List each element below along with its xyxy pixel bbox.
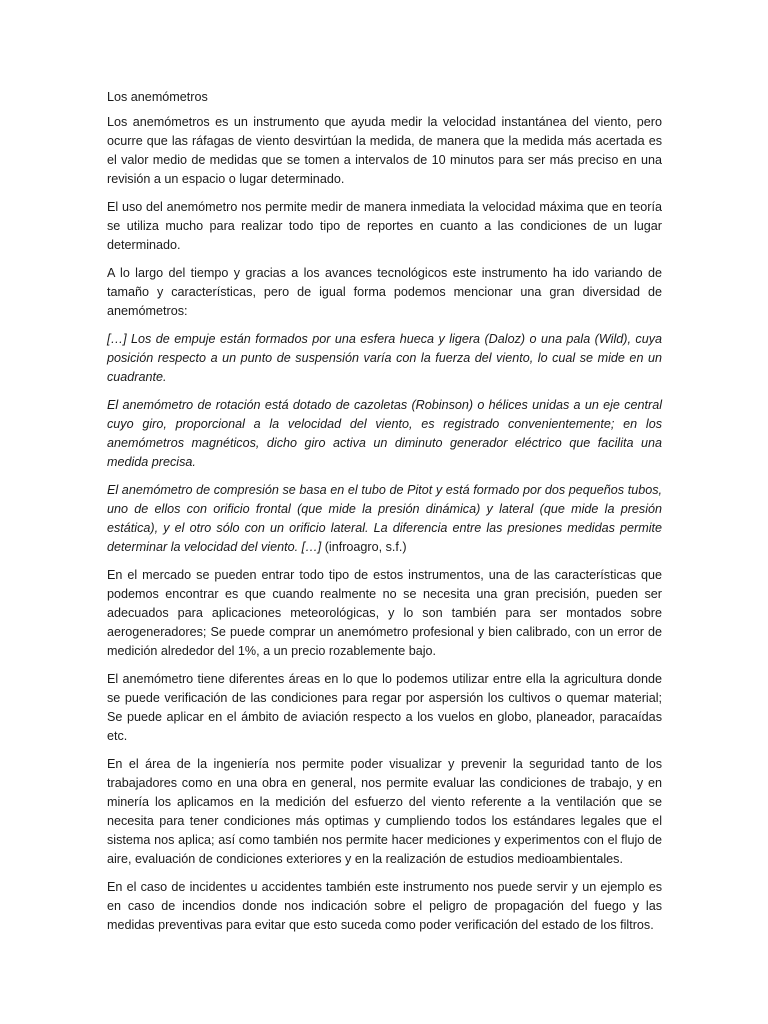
quote-compresion-text: El anemómetro de compresión se basa en el tubo de Pitot y está formado por dos pequeños tubos, uno de ellos con orificio frontal (que mide la presión dinámica) y lateral (que mide la presión estática), y el otro sólo con un orificio lateral. La diferencia entre las presiones medidas permite determinar la velocidad del viento. […] — [107, 483, 662, 554]
paragraph-usage: El uso del anemómetro nos permite medir de manera inmediata la velocidad máxima que en teoría se utiliza mucho para realizar todo tipo de reportes en cuanto a las condiciones de un lugar determinado. — [107, 200, 662, 252]
paragraph-incidents: En el caso de incidentes u accidentes también este instrumento nos puede servir y un ejemplo es en caso de incendios donde nos indicación sobre el peligro de propagación del fuego y las medidas preventivas para evitar que esto suceda como poder verificación del estado de los filtros. — [107, 880, 662, 932]
document-title: Los anemómetros — [107, 90, 208, 104]
paragraph-engineering: En el área de la ingeniería nos permite poder visualizar y prevenir la seguridad tanto de los trabajadores como en una obra en general, nos permite evaluar las condiciones de trabajo, y en minería los aplicamos en la medición del esfuerzo del viento referente a la ventilación que se necesita para tener condiciones más optimas y cumpliendo todos los estándares legales que el sistema nos aplica; así como también nos permite hacer mediciones y experimentos con el flujo de aire, evaluación de condiciones exteriores y en la realización de estudios medioambientales. — [107, 757, 662, 866]
citation: (infroagro, s.f.) — [321, 540, 407, 554]
paragraph-market: En el mercado se pueden entrar todo tipo de estos instrumentos, una de las características que podemos encontrar es que cuando realmente no se necesita una gran precisión, pueden ser adecuados para aplicaciones meteorológicas, y lo son también para ser montados sobre aerogeneradores; Se puede comprar un anemómetro profesional y bien calibrado, con un error de medición alrededor del 1%, a un precio rozablemente bajo. — [107, 568, 662, 658]
quote-compresion — [107, 481, 662, 557]
document-page — [107, 88, 662, 944]
quote-empuje: […] Los de empuje están formados por una esfera hueca y ligera (Daloz) o una pala (Wild), cuya posición respecto a un punto de suspensión varía con la fuerza del viento, lo cual se mide en un cuadrante. — [107, 332, 662, 384]
paragraph-areas: El anemómetro tiene diferentes áreas en lo que lo podemos utilizar entre ella la agricultura donde se puede verificación de las condiciones para regar por aspersión los cultivos o quemar material; Se puede aplicar en el ámbito de aviación respecto a los vuelos en globo, planeador, paracaídas etc. — [107, 672, 662, 743]
paragraph-definition: Los anemómetros es un instrumento que ayuda medir la velocidad instantánea del viento, pero ocurre que las ráfagas de viento desvirtúan la medida, de manera que la medida más acertada es el valor medio de medidas que se tomen a intervalos de 10 minutos para ser más preciso en una revisión a un espacio o lugar determinado. — [107, 115, 662, 186]
paragraph-diversity: A lo largo del tiempo y gracias a los avances tecnológicos este instrumento ha ido variando de tamaño y características, pero de igual forma podemos mencionar una gran diversidad de anemómetros: — [107, 266, 662, 318]
quote-rotacion: El anemómetro de rotación está dotado de cazoletas (Robinson) o hélices unidas a un eje central cuyo giro, proporcional a la velocidad del viento, es registrado convenientemente; en los anemómetros magnéticos, dicho giro activa un diminuto generador eléctrico que facilita una medida precisa. — [107, 398, 662, 469]
